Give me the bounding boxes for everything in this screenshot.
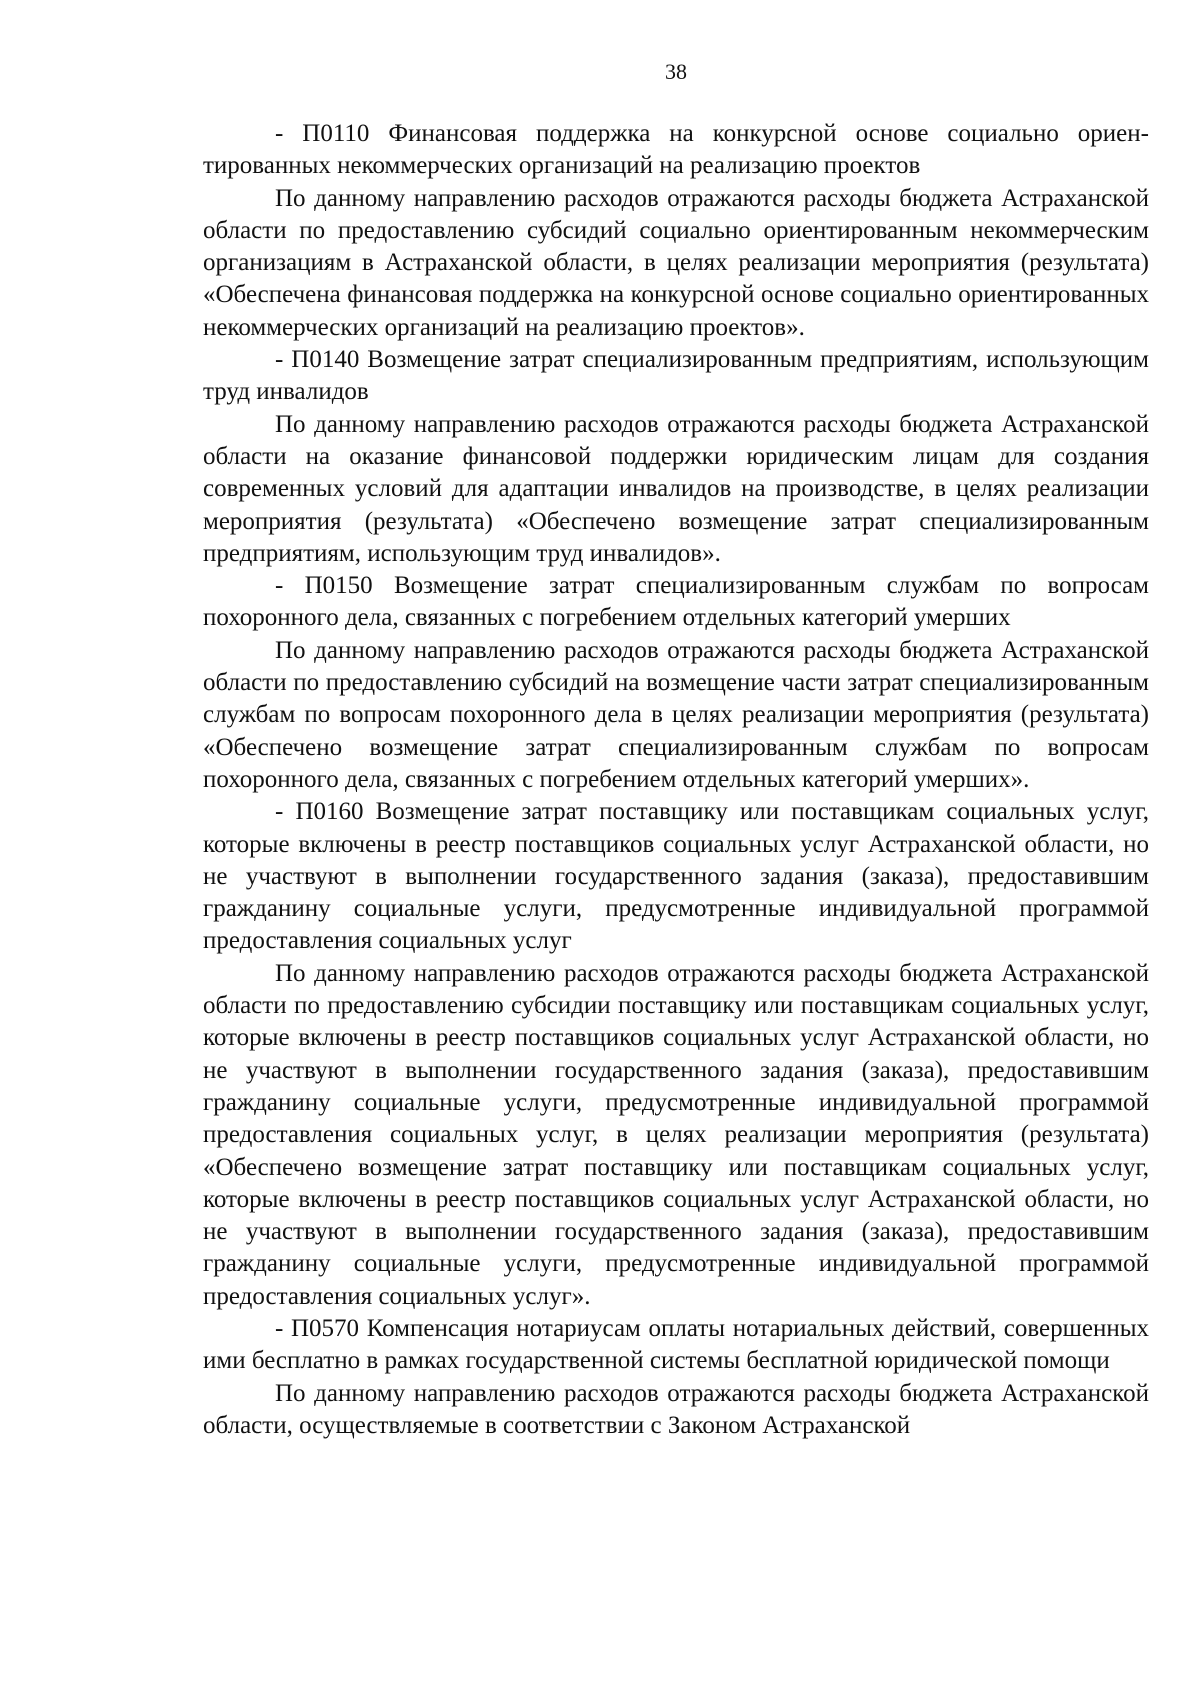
item-heading-p0110: - П0110 Финансовая поддержка на конкурсной основе социально ориентированных некоммерческих организаций на реализацию проектов <box>203 120 1149 180</box>
item-heading-p0160: - П0160 Возмещение затрат поставщику или поставщикам социальных услуг, которые включены в реестр поставщиков социальных услуг Астраханской области, но не участвуют в выполнении государственного задания (заказа), предоставившим гражданину социальные услуги, предусмотренные индивидуальной программой предоставления социальных услуг <box>203 798 1149 955</box>
paragraph-p0140-description: По данному направлению расходов отражаются расходы бюджета Астраханской области на оказание финансовой поддержки юридическим лицам для создания современных условий для адаптации инвалидов на производстве, в целях реализации мероприятия (результата) «Обеспечено возмещение затрат специализированным предприятиям, использующим труд инвалидов». <box>203 410 1149 567</box>
document-body <box>203 118 1149 1442</box>
item-heading-p0150: - П0150 Возмещение затрат специализированным службам по вопросам похоронного дела, связанных с погребением отдельных категорий умерших <box>203 572 1149 632</box>
page-number: 38 <box>665 59 687 84</box>
paragraph-p0150-description: По данному направлению расходов отражаются расходы бюджета Астраханской области по предоставлению субсидий на возмещение части затрат специализированным службам по вопросам похоронного дела в целях реализации мероприятия (результата) «Обеспечено возмещение затрат специализированным службам по вопросам похоронного дела, связанных с погребением отдельных категорий умерших». <box>203 636 1149 793</box>
item-heading-p0140: - П0140 Возмещение затрат специализированным предприятиям, использующим труд инвалидов <box>203 346 1149 406</box>
paragraph-p0570-description: По данному направлению расходов отражаются расходы бюджета Астраханской области, осуществляемые в соответствии с Законом Астраханской <box>203 1379 1149 1439</box>
paragraph-p0160-description: По данному направлению расходов отражаются расходы бюджета Астраханской области по предоставлению субсидии поставщику или поставщикам социальных услуг, которые включены в реестр поставщиков социальных услуг Астраханской области, но не участвуют в выполнении государственного задания (заказа), предоставившим гражданину социальные услуги, предусмотренные индивидуальной программой предоставления социальных услуг, в целях реализации мероприятия (результата) «Обеспечено возмещение затрат поставщику или поставщикам социальных услуг, которые включены в реестр поставщиков социальных услуг Астраханской области, но не участвуют в выполнении государственного задания (заказа), предоставившим гражданину социальные услуги, предусмотренные индивидуальной программой предоставления социальных услуг». <box>203 959 1149 1310</box>
paragraph-p0110-description: По данному направлению расходов отражаются расходы бюджета Астраханской области по предоставлению субсидий социально ориентированным некоммерческим организациям в Астраханской области, в целях реализации мероприятия (результата) «Обеспечена финансовая поддержка на конкурсной основе социально ориентированных некоммерческих организаций на реализацию проектов». <box>203 184 1149 341</box>
item-heading-p0570: - П0570 Компенсация нотариусам оплаты нотариальных действий, совершенных ими бесплатно в рамках государственной системы бесплатной юридической помощи <box>203 1314 1149 1375</box>
